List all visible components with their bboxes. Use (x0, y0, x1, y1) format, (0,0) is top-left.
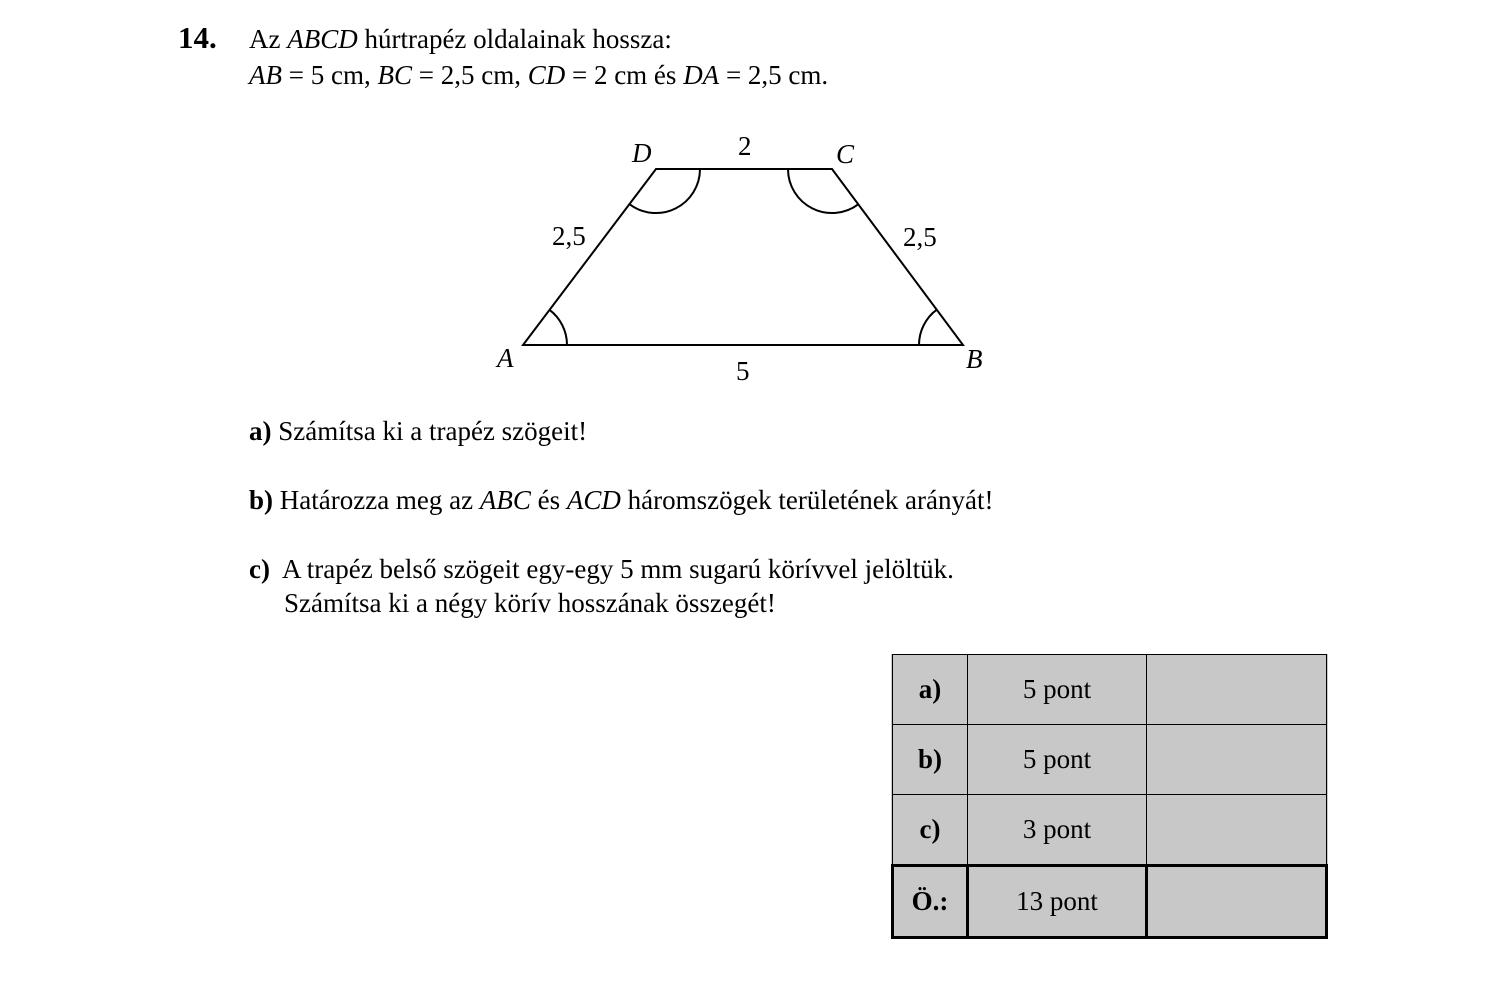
side-ab-value: = 5 cm, (282, 60, 378, 90)
task-c-label: c) (249, 554, 270, 584)
score-earned (1147, 655, 1327, 725)
score-earned (1147, 725, 1327, 795)
side-da-name: DA (683, 60, 720, 90)
triangle-acd-name: ACD (566, 485, 621, 515)
task-c-line-2: Számítsa ki a négy körív hosszának összegét! (284, 588, 776, 618)
trapezoid-name: ABCD (287, 24, 358, 54)
score-row-a (893, 655, 1327, 725)
side-label-right: 2,5 (903, 222, 937, 252)
side-cd-value: = 2 cm és (565, 60, 684, 90)
side-bc-value: = 2,5 cm, (411, 60, 528, 90)
task-a (249, 416, 587, 447)
score-row-c (893, 795, 1327, 866)
side-label-left: 2,5 (552, 221, 586, 251)
task-b-text-2: és (530, 485, 567, 515)
side-bc-name: BC (377, 60, 412, 90)
angle-arc-b (919, 310, 937, 345)
score-points: 3 pont (968, 795, 1147, 866)
vertex-label-d: D (632, 138, 652, 168)
task-a-label: a) (249, 416, 272, 446)
score-part: c) (893, 795, 968, 866)
task-b-text-1: Határozza meg az (273, 485, 480, 515)
score-part: a) (893, 655, 968, 725)
side-ab-name: AB (249, 60, 282, 90)
score-earned (1147, 866, 1327, 938)
problem-number: 14. (178, 20, 217, 55)
score-part: Ö.: (893, 866, 968, 938)
triangle-abc-name: ABC (479, 485, 531, 515)
task-b-label: b) (249, 485, 274, 515)
score-row-b (893, 725, 1327, 795)
vertex-label-c: C (836, 139, 855, 169)
task-c (249, 554, 954, 585)
score-earned (1147, 795, 1327, 866)
intro-suffix: húrtrapéz oldalainak hossza: (357, 24, 672, 54)
side-label-top: 2 (738, 131, 752, 161)
task-c-line-1: A trapéz belső szögeit egy-egy 5 mm sugarú körívvel jelöltük. (269, 554, 954, 584)
score-points: 5 pont (968, 655, 1147, 725)
task-b (249, 485, 993, 516)
score-part: b) (893, 725, 968, 795)
intro-prefix: Az (249, 24, 288, 54)
vertex-label-b: B (966, 344, 983, 374)
score-table (891, 654, 1328, 939)
score-row-total (893, 866, 1327, 938)
side-cd-name: CD (527, 60, 566, 90)
angle-arc-a (549, 310, 567, 345)
task-a-text: Számítsa ki a trapéz szögeit! (271, 416, 588, 446)
trapezoid-outline (523, 169, 963, 345)
vertex-label-a: A (497, 343, 514, 373)
side-label-bottom: 5 (736, 356, 750, 386)
task-b-text-3: háromszögek területének arányát! (620, 485, 994, 515)
score-points: 13 pont (968, 866, 1147, 938)
side-da-value: = 2,5 cm. (719, 60, 829, 90)
score-points: 5 pont (968, 725, 1147, 795)
